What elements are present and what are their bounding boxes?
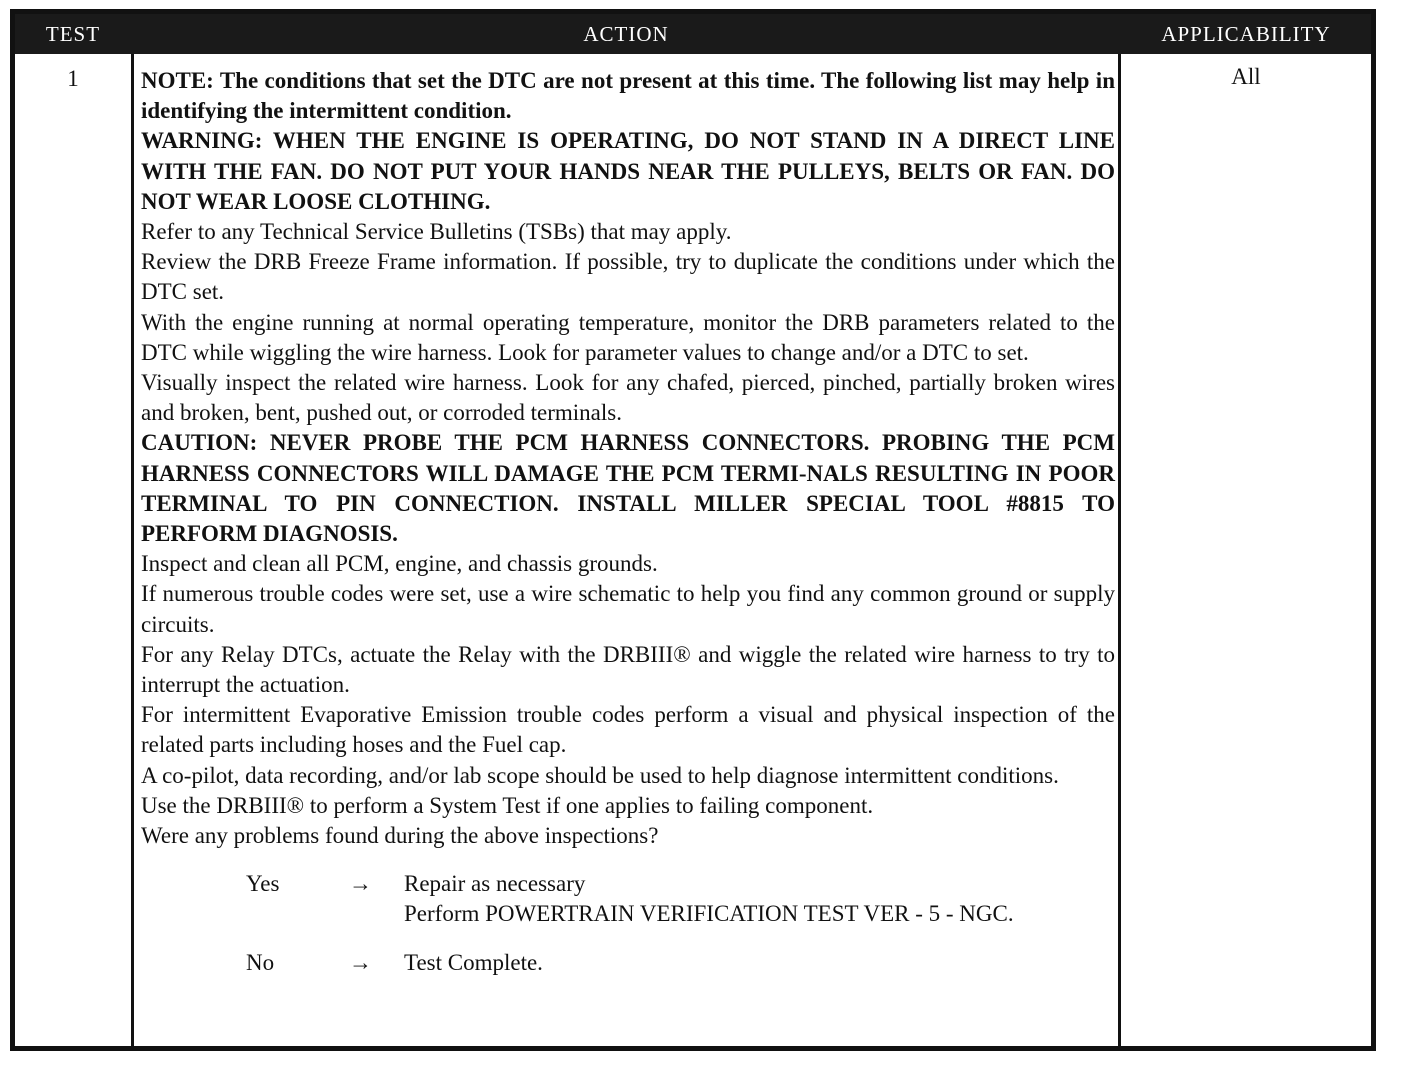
result-yes-label: Yes <box>246 871 280 897</box>
test-results <box>141 869 1115 978</box>
test-number: 1 <box>67 66 79 91</box>
instruction-paragraph: Refer to any Technical Service Bulletins (TSBs) that may apply. <box>141 219 732 245</box>
result-no-label: No <box>246 949 275 975</box>
header-test: TEST <box>45 22 101 46</box>
instruction-paragraph: For intermittent Evaporative Emission trouble codes perform a visual and physical inspection of the related parts including hoses and the Fuel cap. <box>141 702 1115 758</box>
diagnostic-test-table <box>10 9 1376 1051</box>
header-action: ACTION <box>583 22 669 46</box>
bold-notice-paragraph: NOTE: The conditions that set the DTC are not present at this time. The following list may help in identifying the intermittent condition. <box>141 68 1115 124</box>
instruction-paragraph: If numerous trouble codes were set, use a wire schematic to help you find any common ground or supply circuits. <box>141 581 1115 637</box>
instruction-paragraph: Visually inspect the related wire harness. Look for any chafed, pierced, pinched, partially broken wires and broken, bent, pushed out, or corroded terminals. <box>141 370 1115 426</box>
instruction-paragraph: Use the DRBIII® to perform a System Test if one applies to failing component. <box>141 792 874 818</box>
instruction-paragraph: Review the DRB Freeze Frame information. If possible, try to duplicate the conditions under which the DTC set. <box>141 249 1115 305</box>
column-divider <box>1118 54 1121 1046</box>
action-paragraphs <box>141 66 1115 851</box>
instruction-paragraph: Inspect and clean all PCM, engine, and chassis grounds. <box>141 551 658 577</box>
header-applicability: APPLICABILITY <box>1161 22 1331 46</box>
applicability-value: All <box>1231 64 1261 89</box>
result-no <box>141 948 1115 978</box>
result-no-text: Test Complete. <box>404 949 543 975</box>
result-yes-text <box>404 869 1115 929</box>
instruction-paragraph: A co-pilot, data recording, and/or lab scope should be used to help diagnose intermittent conditions. <box>141 762 1059 788</box>
bold-notice-paragraph: CAUTION: NEVER PROBE THE PCM HARNESS CONNECTORS. PROBING THE PCM HARNESS CONNECTORS WILL DAMAGE THE PCM TERMI-NALS RESULTING IN POOR TERMINAL TO PIN CONNECTION. INSTALL MILLER SPECIAL TOOL #8815 TO PERFORM DIAGNOSIS. <box>141 430 1115 547</box>
action-cell <box>141 66 1115 978</box>
instruction-paragraph: With the engine running at normal operating temperature, monitor the DRB parameters related to the DTC while wiggling the wire harness. Look for parameter values to change and/or a DTC to set. <box>141 309 1115 365</box>
instruction-paragraph: Were any problems found during the above inspections? <box>141 823 659 849</box>
arrow-right-icon: → <box>349 949 372 975</box>
instruction-paragraph: For any Relay DTCs, actuate the Relay with the DRBIII® and wiggle the related wire harness to try to interrupt the actuation. <box>141 641 1115 698</box>
table-header-row <box>15 14 1371 54</box>
result-yes-line-2: Perform POWERTRAIN VERIFICATION TEST VER - 5 - NGC. <box>404 901 1014 927</box>
result-yes <box>141 869 1115 929</box>
bold-notice-paragraph: WARNING: WHEN THE ENGINE IS OPERATING, DO NOT STAND IN A DIRECT LINE WITH THE FAN. DO NOT PUT YOUR HANDS NEAR THE PULLEYS, BELTS OR FAN. DO NOT WEAR LOOSE CLOTHING. <box>141 128 1115 214</box>
column-divider <box>131 54 134 1046</box>
arrow-right-icon: → <box>349 871 372 897</box>
result-yes-line-1: Repair as necessary <box>404 871 586 897</box>
